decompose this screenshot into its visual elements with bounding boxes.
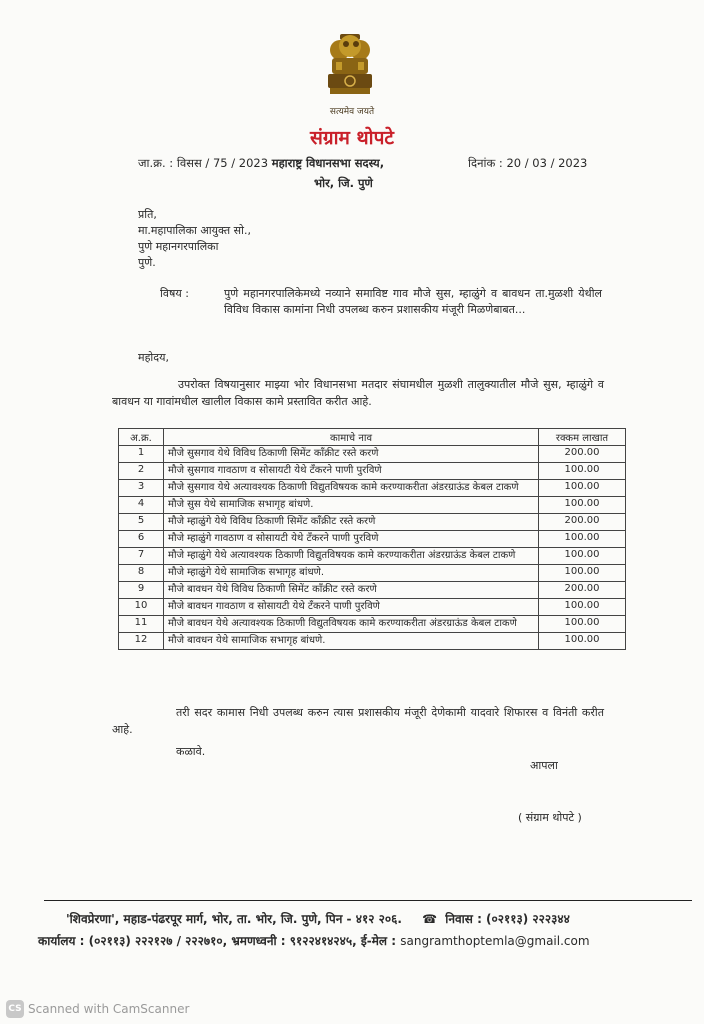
footer-divider — [44, 900, 692, 901]
recipient-line: पुणे. — [138, 256, 156, 269]
designation: महाराष्ट्र विधानसभा सदस्य, — [271, 156, 385, 170]
row-desc: मौजे म्हाळुंगे येथे सामाजिक सभागृह बांधणे. — [164, 565, 539, 582]
table-row — [119, 633, 626, 650]
row-sr: 9 — [119, 582, 164, 599]
row-amount: 100.00 — [539, 531, 626, 548]
table-row — [119, 582, 626, 599]
reference-line — [138, 156, 384, 171]
footer-address: 'शिवप्रेरणा', महाड-पंढरपूर मार्ग, भोर, ता. भोर, जि. पुणे, पिन - ४१२ २०६. — [66, 912, 402, 926]
footer-residence-phone: निवास : (०२११३) २२२३४४ — [445, 912, 570, 926]
reference-number: जा.क्र. : विसस / 75 / 2023 — [138, 156, 269, 170]
works-table — [118, 428, 626, 650]
row-amount: 200.00 — [539, 446, 626, 463]
table-row — [119, 565, 626, 582]
row-desc: मौजे सुस येथे सामाजिक सभागृह बांधणे. — [164, 497, 539, 514]
recipient-block — [138, 207, 251, 271]
row-desc: मौजे म्हाळुंगे गावठाण व सोसायटी येथे टॅंकरने पाणी पुरविणे — [164, 531, 539, 548]
subject-text: पुणे महानगरपालिकेमध्ये नव्याने समाविष्ट गाव मौजे सुस, म्हाळुंगे व बावधन ता.मुळशी येथील विविध विकास कामांना निधी उपलब्ध करुन प्रशासकीय मंजूरी मिळणेबाबत... — [224, 287, 602, 316]
row-sr: 5 — [119, 514, 164, 531]
table-header-row — [119, 429, 626, 446]
emblem-motto: सत्यमेव जयते — [329, 107, 375, 117]
table-row — [119, 514, 626, 531]
closing-inform: कळावे. — [176, 745, 206, 758]
footer-office-contact: कार्यालय : (०२११३) २२२१२७ / २२२७१०, भ्रमणध्वनी : ९१२२४१४२४५, ई-मेल : — [38, 934, 397, 948]
row-amount: 100.00 — [539, 480, 626, 497]
row-amount: 100.00 — [539, 565, 626, 582]
letterhead-name: संग्राम थोपटे — [310, 127, 394, 149]
recipient-line: पुणे महानगरपालिका — [138, 240, 219, 253]
letter-place: भोर, जि. पुणे — [314, 176, 373, 190]
signature-name: ( संग्राम थोपटे ) — [518, 811, 582, 824]
row-amount: 100.00 — [539, 548, 626, 565]
table-row — [119, 463, 626, 480]
header-amount: रक्कम लाखात — [539, 429, 626, 446]
row-desc: मौजे सुसगाव येथे विविध ठिकाणी सिमेंट कॉंक्रीट रस्ते करणे — [164, 446, 539, 463]
subject-label: विषय : — [160, 287, 189, 300]
row-sr: 4 — [119, 497, 164, 514]
table-row — [119, 548, 626, 565]
table-row — [119, 599, 626, 616]
row-desc: मौजे बावधन येथे अत्यावश्यक ठिकाणी विद्युतविषयक कामे करण्याकरीता अंडरग्राऊंड केबल टाकणे — [164, 616, 539, 633]
row-sr: 10 — [119, 599, 164, 616]
row-amount: 100.00 — [539, 599, 626, 616]
letter-date: दिनांक : 20 / 03 / 2023 — [468, 156, 588, 170]
table-row — [119, 480, 626, 497]
recipient-line: मा.महापालिका आयुक्त सो., — [138, 224, 251, 237]
row-desc: मौजे म्हाळुंगे येथे विविध ठिकाणी सिमेंट कॉंक्रीट रस्ते करणे — [164, 514, 539, 531]
header-work-name: कामाचे नाव — [164, 429, 539, 446]
row-sr: 1 — [119, 446, 164, 463]
row-sr: 2 — [119, 463, 164, 480]
row-desc: मौजे बावधन येथे सामाजिक सभागृह बांधणे. — [164, 633, 539, 650]
salutation: महोदय, — [138, 351, 169, 364]
row-amount: 100.00 — [539, 497, 626, 514]
row-amount: 100.00 — [539, 463, 626, 480]
table-row — [119, 497, 626, 514]
row-desc: मौजे सुसगाव गावठाण व सोसायटी येथे टॅंकरने पाणी पुरविणे — [164, 463, 539, 480]
table-row — [119, 531, 626, 548]
row-sr: 7 — [119, 548, 164, 565]
closing-yours: आपला — [530, 759, 558, 772]
row-desc: मौजे बावधन येथे विविध ठिकाणी सिमेंट कॉंक्रीट रस्ते करणे — [164, 582, 539, 599]
row-amount: 200.00 — [539, 582, 626, 599]
header-sr: अ.क्र. — [119, 429, 164, 446]
row-sr: 6 — [119, 531, 164, 548]
row-sr: 11 — [119, 616, 164, 633]
row-desc: मौजे बावधन गावठाण व सोसायटी येथे टॅंकरने पाणी पुरविणे — [164, 599, 539, 616]
row-amount: 200.00 — [539, 514, 626, 531]
row-amount: 100.00 — [539, 616, 626, 633]
body-paragraph-1: उपरोक्त विषयानुसार माझ्या भोर विधानसभा मतदार संघामधील मुळशी तालुक्यातील मौजे सुस, म्हाळुंगे व बावधन या गावांमधील खालील विकास कामे प्रस्तावित करीत आहे. — [112, 378, 604, 408]
row-sr: 8 — [119, 565, 164, 582]
recipient-line: प्रति, — [138, 208, 157, 221]
row-sr: 3 — [119, 480, 164, 497]
footer-address-line — [66, 910, 570, 927]
footer-contact-line — [38, 932, 590, 949]
row-sr: 12 — [119, 633, 164, 650]
row-amount: 100.00 — [539, 633, 626, 650]
row-desc: मौजे म्हाळुंगे येथे अत्यावश्यक ठिकाणी विद्युतविषयक कामे करण्याकरीता अंडरग्राऊंड केबल टाकणे — [164, 548, 539, 565]
table-row — [119, 446, 626, 463]
footer-email[interactable]: sangramthoptemla@gmail.com — [400, 934, 590, 948]
table-row — [119, 616, 626, 633]
camscanner-logo-icon: CS — [6, 1000, 24, 1018]
telephone-icon: ☎ — [422, 912, 438, 926]
body-paragraph-2: तरी सदर कामास निधी उपलब्ध करुन त्यास प्रशासकीय मंजूरी देणेकामी यादवारे शिफारस व विनंती करीत आहे. — [112, 706, 604, 736]
scanner-text: Scanned with CamScanner — [28, 1002, 190, 1016]
row-desc: मौजे सुसगाव येथे अत्यावश्यक ठिकाणी विद्युतविषयक कामे करण्याकरीता अंडरग्राऊंड केबल टाकणे — [164, 480, 539, 497]
scanner-watermark — [6, 1000, 189, 1018]
